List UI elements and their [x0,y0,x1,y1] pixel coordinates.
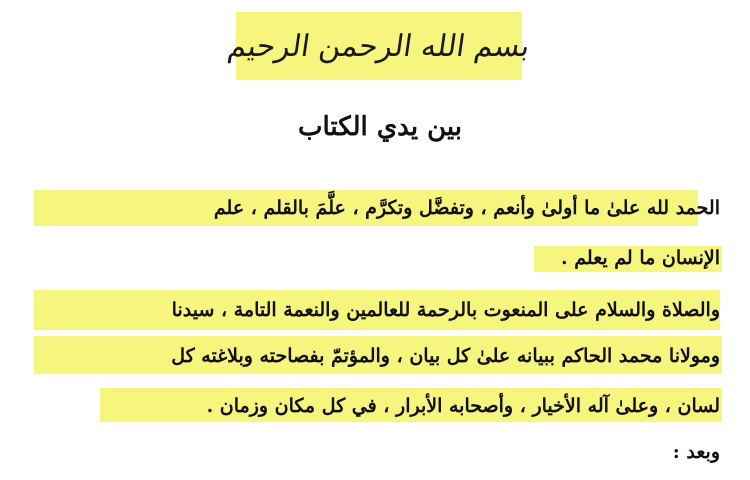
paragraph-1-line-2: الإنسان ما لم يعلم . [561,247,720,269]
basmala-highlight [225,12,533,80]
paragraph-2-line-1: والصلاة والسلام على المنعوت بالرحمة للعالمين والنعمة التامة ، سيدنا [171,299,720,321]
paragraph-1-line-1: الحمد لله علىٰ ما أولىٰ وأنعم ، وتفضَّل وتكرَّم ، علَّمَ بالقلم ، علم [213,197,720,219]
paragraph-2-line-3: لسان ، وعلىٰ آله الأخيار ، وأصحابه الأبرار ، في كل مكان وزمان . [206,395,720,417]
paragraph-2-line-2: ومولانا محمد الحاكم ببيانه علىٰ كل بيان ، والمؤتمّ بفصاحته وبلاغته كل [171,345,720,367]
closing-wabaad: وبعد : [672,441,720,463]
section-heading: بين يدي الكتاب [298,112,462,142]
basmala-calligraphy: بسم الله الرحمن الرحيم [225,28,533,64]
